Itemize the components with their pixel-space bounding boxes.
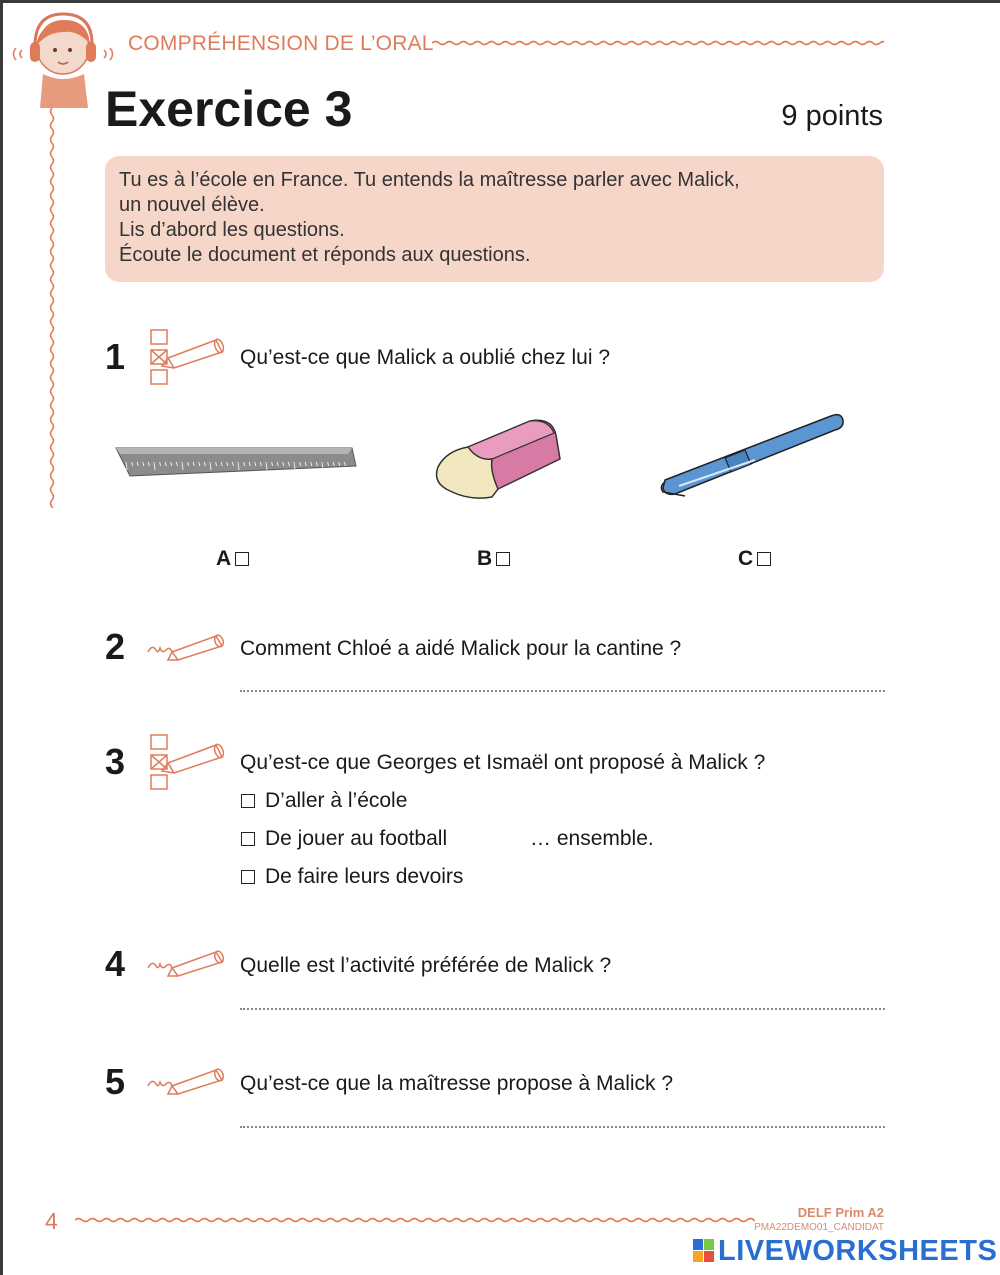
choice-b[interactable] bbox=[477, 547, 510, 571]
question-5-number: 5 bbox=[105, 1061, 126, 1102]
checkbox[interactable] bbox=[496, 552, 510, 566]
instruction-line: Tu es à l’école en France. Tu entends la maîtresse parler avec Malick, bbox=[119, 169, 740, 191]
checkbox-pencil-icon bbox=[148, 733, 228, 795]
section-label: COMPRÉHENSION DE L’ORAL bbox=[128, 32, 434, 55]
exam-code: PMA22DEMO01_CANDIDAT bbox=[754, 1222, 884, 1233]
choice-a-label: A bbox=[216, 547, 232, 570]
page-frame-top bbox=[0, 0, 1000, 3]
liveworksheets-brand: LIVEWORKSHEETS bbox=[718, 1235, 998, 1267]
option-label: De jouer au football bbox=[265, 827, 448, 850]
instruction-line: un nouvel élève. bbox=[119, 194, 265, 216]
write-pencil-icon bbox=[144, 1064, 228, 1096]
option-label: D’aller à l’école bbox=[265, 789, 408, 812]
choice-c-label: C bbox=[738, 547, 754, 570]
pen-image bbox=[655, 400, 850, 500]
choice-c[interactable] bbox=[738, 547, 771, 571]
answer-line-5[interactable] bbox=[240, 1126, 885, 1128]
option-faire-devoirs[interactable] bbox=[241, 865, 463, 889]
option-aller-ecole[interactable] bbox=[241, 789, 407, 813]
exercise-title: Exercice 3 bbox=[105, 81, 353, 137]
question-3-text: Qu’est-ce que Georges et Ismaël ont proposé à Malick ? bbox=[240, 751, 766, 774]
checkbox-pencil-icon bbox=[148, 328, 228, 390]
choice-b-label: B bbox=[477, 547, 493, 570]
instruction-line: Lis d’abord les questions. bbox=[119, 219, 345, 241]
answer-line-4[interactable] bbox=[240, 1008, 885, 1010]
option-label: De faire leurs devoirs bbox=[265, 865, 464, 888]
checkbox[interactable] bbox=[757, 552, 771, 566]
answer-line-2[interactable] bbox=[240, 690, 885, 692]
page-frame-left bbox=[0, 0, 3, 1275]
instruction-line: Écoute le document et réponds aux questions. bbox=[119, 244, 531, 266]
instructions-box bbox=[105, 156, 884, 282]
footer-wave-divider bbox=[75, 1213, 755, 1227]
checkbox[interactable] bbox=[241, 794, 255, 808]
option-suffix: … ensemble. bbox=[530, 827, 654, 850]
exam-level: DELF Prim A2 bbox=[797, 1205, 884, 1220]
checkbox[interactable] bbox=[241, 832, 255, 846]
question-2-text: Comment Chloé a aidé Malick pour la cantine ? bbox=[240, 637, 682, 660]
choice-a[interactable] bbox=[216, 547, 249, 571]
checkbox[interactable] bbox=[235, 552, 249, 566]
left-margin-wave bbox=[42, 108, 62, 508]
exercise-points: 9 points bbox=[781, 100, 883, 132]
liveworksheets-logo-icon bbox=[693, 1239, 715, 1263]
header-wave-divider bbox=[432, 36, 884, 50]
question-5-text: Qu’est-ce que la maîtresse propose à Malick ? bbox=[240, 1072, 674, 1095]
question-1-text: Qu’est-ce que Malick a oublié chez lui ? bbox=[240, 346, 611, 369]
question-4-text: Quelle est l’activité préférée de Malick ? bbox=[240, 954, 612, 977]
option-jouer-football[interactable] bbox=[241, 827, 447, 851]
page-number: 4 bbox=[45, 1208, 58, 1234]
eraser-image bbox=[430, 415, 565, 505]
checkbox[interactable] bbox=[241, 870, 255, 884]
question-1-number: 1 bbox=[105, 336, 126, 377]
write-pencil-icon bbox=[144, 946, 228, 978]
question-3-number: 3 bbox=[105, 741, 126, 782]
question-4-number: 4 bbox=[105, 943, 126, 984]
write-pencil-icon bbox=[144, 630, 228, 662]
girl-headphones-icon bbox=[8, 10, 118, 110]
ruler-image bbox=[112, 440, 358, 482]
question-2-number: 2 bbox=[105, 626, 126, 667]
